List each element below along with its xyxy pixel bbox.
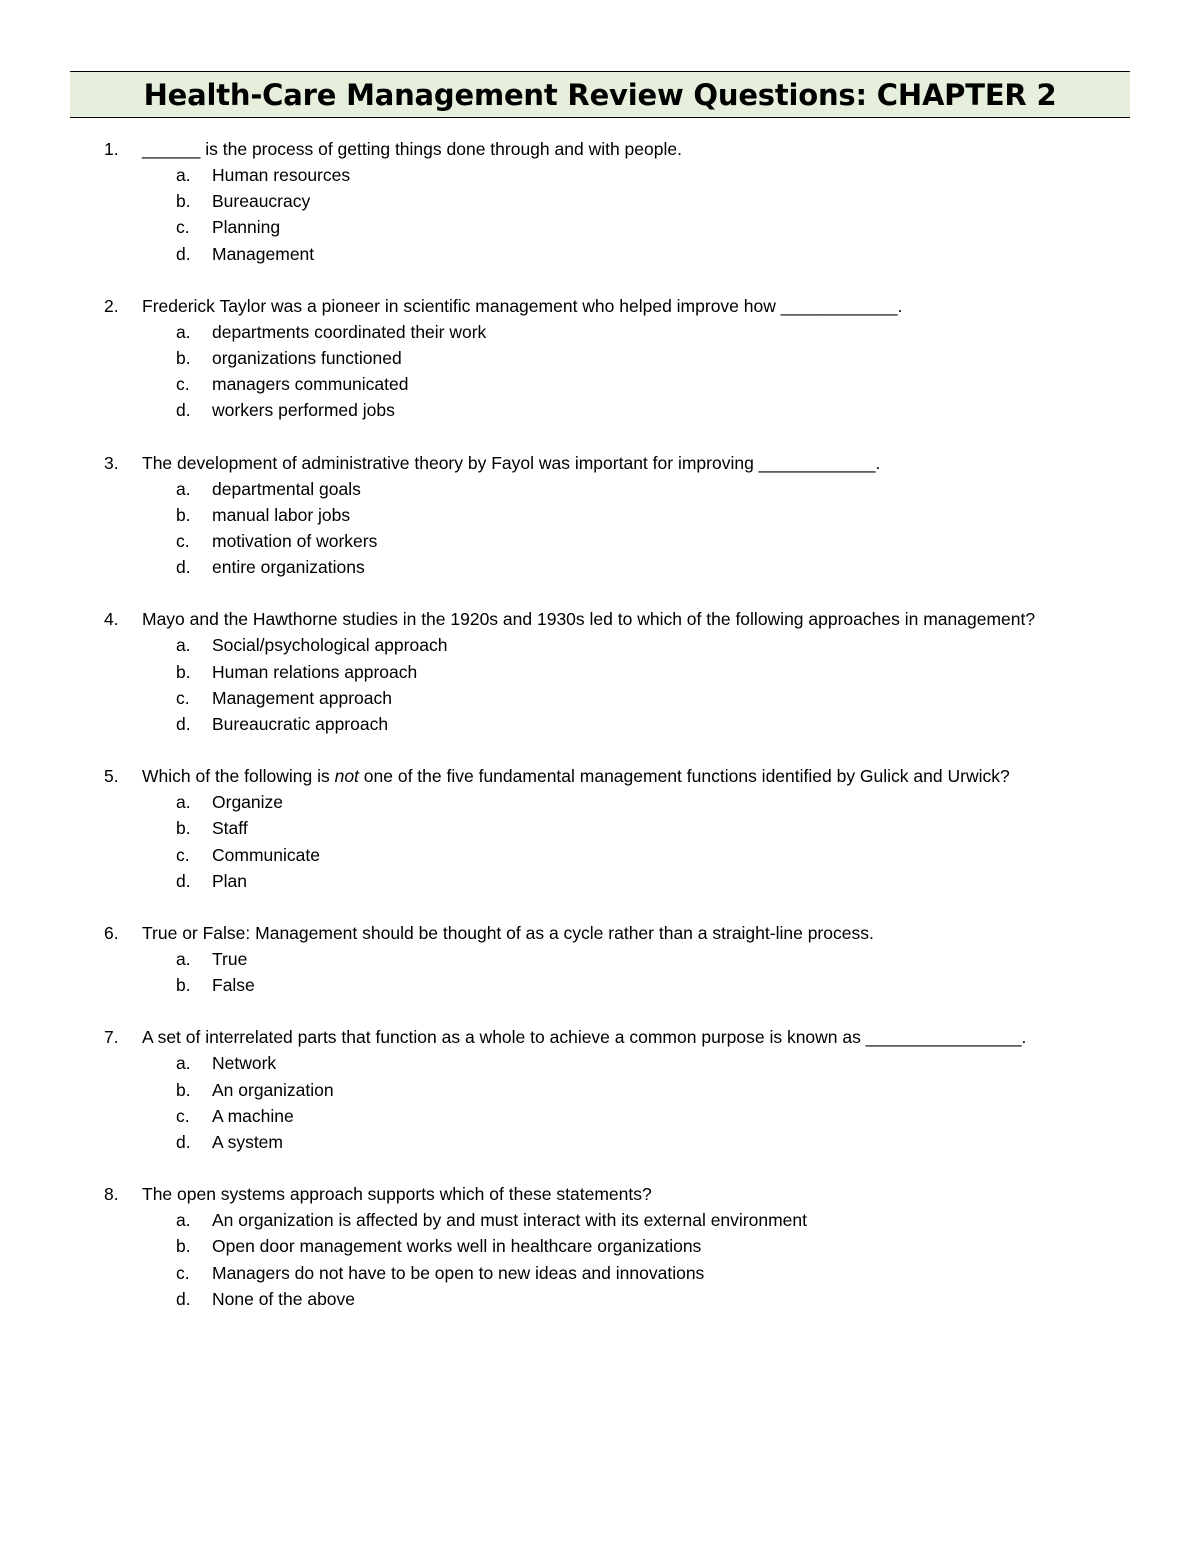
choice-text: True [212,949,248,970]
choice-item [0,476,1200,502]
question-number: 6. [104,923,119,944]
question-2 [0,293,1200,424]
choice-item [0,868,1200,894]
choice-letter: c. [176,531,190,552]
question-stem: The development of administrative theory by Fayol was important for improving ____________. [142,452,881,473]
choice-text: managers communicated [212,374,409,395]
question-stem: Frederick Taylor was a pioneer in scientific management who helped improve how ____________. [142,295,903,316]
question-number: 3. [104,452,119,473]
choice-text: Open door management works well in healthcare organizations [212,1236,702,1257]
choice-item [0,528,1200,554]
choice-letter: a. [176,478,191,499]
question-stem: Mayo and the Hawthorne studies in the 1920s and 1930s led to which of the following approaches in management? [142,609,1036,630]
question-6 [0,920,1200,998]
choice-letter: b. [176,504,191,525]
choice-letter: d. [176,243,191,264]
choice-letter: b. [176,818,191,839]
question-text [0,606,1092,632]
choice-letter: c. [176,844,190,865]
choice-text: organizations functioned [212,348,402,369]
choice-letter: d. [176,400,191,421]
choice-text: False [212,975,255,996]
choice-text: workers performed jobs [212,400,395,421]
page-title: Health-Care Management Review Questions: CHAPTER 2 [143,77,1057,112]
choice-item [0,842,1200,868]
choice-text: Managers do not have to be open to new ideas and innovations [212,1262,705,1283]
question-stem-end: one of the five fundamental management functions identified by Gulick and Urwick? [358,766,1010,787]
choice-letter: b. [176,975,191,996]
choice-letter: a. [176,949,191,970]
choice-item [0,345,1200,371]
choice-letter: a. [176,635,191,656]
choice-letter: c. [176,1262,190,1283]
choice-item [0,1233,1200,1259]
question-5 [0,763,1200,894]
choice-text: manual labor jobs [212,504,351,525]
choice-item [0,502,1200,528]
choice-text: departmental goals [212,478,361,499]
choice-item [0,397,1200,423]
choice-item [0,371,1200,397]
question-1 [0,136,1200,267]
question-text [0,293,1092,319]
choice-item [0,946,1200,972]
question-number: 1. [104,139,119,159]
question-stem-start: Which of the following is [142,766,335,787]
question-number: 8. [104,1184,119,1205]
choice-item [0,188,1200,214]
choice-letter: a. [176,792,191,813]
choice-text: Staff [212,818,248,839]
choice-item [0,162,1200,188]
choice-text: motivation of workers [212,531,378,552]
choice-text: A system [212,1132,283,1153]
question-8 [0,1181,1200,1312]
question-4 [0,606,1200,737]
choice-letter: c. [176,687,190,708]
question-text [0,450,1092,476]
choice-text: Bureaucracy [212,191,311,212]
choice-item [0,319,1200,345]
choice-item [0,1050,1200,1076]
choice-text: Human resources [212,165,351,185]
choice-text: entire organizations [212,557,365,578]
choice-text: Bureaucratic approach [212,714,389,735]
choice-item [0,241,1200,267]
question-number: 5. [104,766,119,787]
choice-text: Network [212,1053,277,1074]
choice-text: An organization is affected by and must interact with its external environment [212,1210,807,1231]
choice-letter: d. [176,870,191,891]
choice-letter: d. [176,1132,191,1153]
choice-letter: a. [176,1210,191,1231]
choice-text: A machine [212,1105,294,1126]
choice-item [0,1077,1200,1103]
choice-item [0,1286,1200,1312]
question-list [0,136,1200,1312]
question-text [0,136,1092,162]
choice-letter: b. [176,191,191,212]
choice-item [0,1129,1200,1155]
choice-letter: d. [176,714,191,735]
choice-text: Management approach [212,687,392,708]
question-stem: The open systems approach supports which of these statements? [142,1184,652,1205]
question-text [0,763,1092,789]
question-number: 4. [104,609,119,630]
choice-item [0,214,1200,240]
question-text [0,1181,1092,1207]
choice-letter: c. [176,1105,190,1126]
choice-letter: a. [176,321,191,342]
question-stem: True or False: Management should be thought of as a cycle rather than a straight-line process. [142,923,874,944]
question-stem: A set of interrelated parts that function as a whole to achieve a common purpose is known as ________________. [142,1027,1027,1048]
choice-item [0,685,1200,711]
choice-item [0,711,1200,737]
choice-text: Human relations approach [212,661,418,682]
choice-item [0,632,1200,658]
question-number: 2. [104,295,119,316]
choice-item [0,1103,1200,1129]
choice-text: departments coordinated their work [212,321,487,342]
choice-letter: b. [176,661,191,682]
choice-text: Plan [212,870,248,891]
question-number: 7. [104,1027,119,1048]
choice-text: Organize [212,792,284,813]
choice-text: Communicate [212,844,320,865]
choice-letter: c. [176,374,190,395]
choice-item [0,972,1200,998]
choice-letter: b. [176,348,191,369]
question-text [0,920,1092,946]
choice-letter: a. [176,165,191,185]
choice-item [0,659,1200,685]
title-banner [70,71,1130,118]
question-stem: ______ is the process of getting things done through and with people. [142,139,682,159]
choice-item [0,789,1200,815]
choice-item [0,1260,1200,1286]
choice-letter: d. [176,1288,191,1309]
question-text [0,1024,1092,1050]
question-7 [0,1024,1200,1155]
choice-text: None of the above [212,1288,356,1309]
question-3 [0,450,1200,581]
question-stem-emphasis: not [334,766,359,787]
choice-text: An organization [212,1079,334,1100]
choice-letter: b. [176,1079,191,1100]
choice-item [0,1207,1200,1233]
choice-item [0,554,1200,580]
choice-item [0,815,1200,841]
choice-letter: b. [176,1236,191,1257]
choice-text: Planning [212,217,281,238]
choice-letter: a. [176,1053,191,1074]
choice-letter: c. [176,217,190,238]
choice-text: Social/psychological approach [212,635,448,656]
choice-letter: d. [176,557,191,578]
choice-text: Management [212,243,315,264]
